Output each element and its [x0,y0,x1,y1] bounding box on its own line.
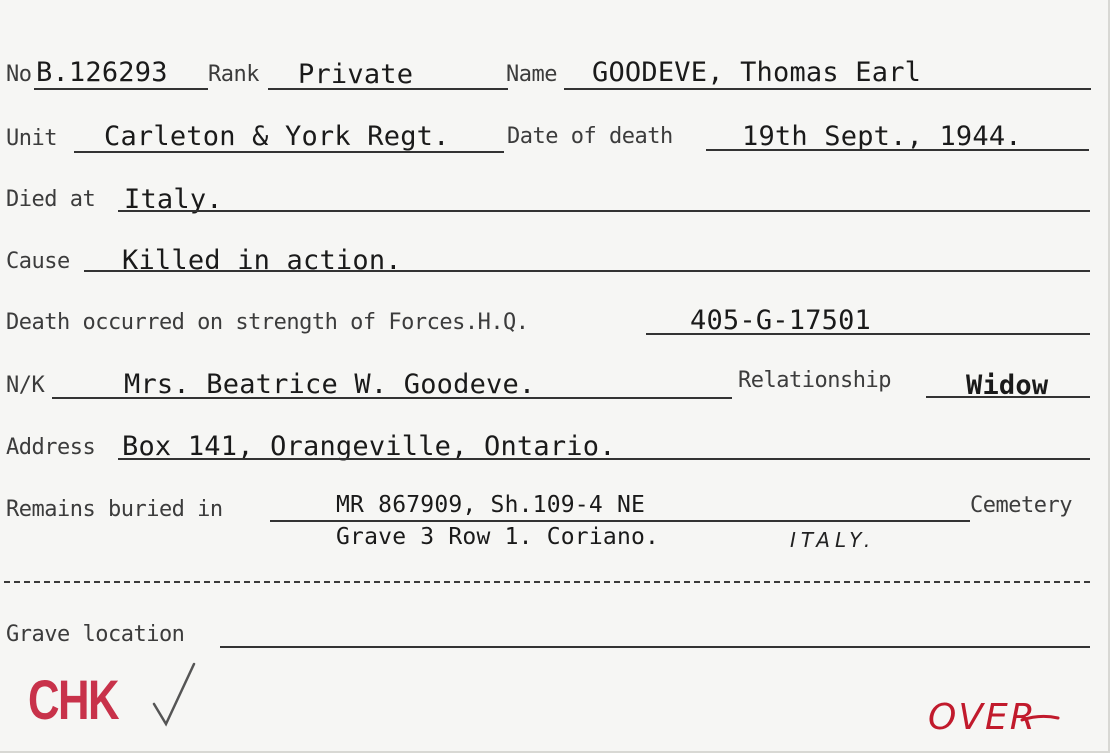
died-at-label: Died at [6,187,96,212]
rank-underline [268,88,508,90]
cause-label: Cause [6,249,70,274]
strength-label: Death occurred on strength of Forces.H.Q. [6,310,529,335]
next-of-kin-value: Mrs. Beatrice W. Goodeve. [124,369,536,400]
relationship-label: Relationship [738,368,891,393]
date-of-death-label: Date of death [507,124,673,149]
date-of-death-value: 19th Sept., 1944. [742,121,1022,152]
checkmark-icon [150,660,198,728]
date-underline [706,149,1089,151]
name-label: Name [506,62,557,87]
died-at-value: Italy. [124,184,223,215]
number-value: B.126293 [36,57,168,88]
unit-label: Unit [6,126,57,151]
grave-location-label: Grave location [6,622,185,647]
unit-value: Carleton & York Regt. [104,121,450,152]
number-underline [34,88,208,90]
address-label: Address [6,435,96,460]
remains-underline [270,520,970,522]
number-label: No [6,62,32,87]
name-value: GOODEVE, Thomas Earl [592,57,922,88]
remains-label: Remains buried in [6,497,223,522]
cause-underline [84,270,1090,272]
remains-handwritten-note: ITALY. [790,528,876,552]
blank-rule [4,581,1090,583]
relationship-value: Widow [966,370,1049,401]
cause-value: Killed in action. [122,245,402,276]
unit-underline [74,151,504,153]
next-of-kin-underline [52,397,732,399]
relationship-underline [926,396,1090,398]
next-of-kin-label: N/K [6,373,45,398]
grave-location-underline [220,646,1090,648]
over-dash-mark [1020,712,1060,724]
rank-label: Rank [208,62,259,87]
over-note: OVER [928,697,1037,738]
address-underline [118,458,1090,460]
strength-underline [646,333,1090,335]
rank-value: Private [298,59,414,90]
remains-value-line1: MR 867909, Sh.109-4 NE [336,492,646,518]
cemetery-label: Cemetery [970,493,1072,518]
strength-value: 405-G-17501 [690,305,872,336]
died-at-underline [118,210,1090,212]
chk-stamp: CHK [28,668,118,731]
address-value: Box 141, Orangeville, Ontario. [122,431,616,462]
name-underline [564,88,1091,90]
remains-value-line2: Grave 3 Row 1. Coriano. [336,524,660,550]
